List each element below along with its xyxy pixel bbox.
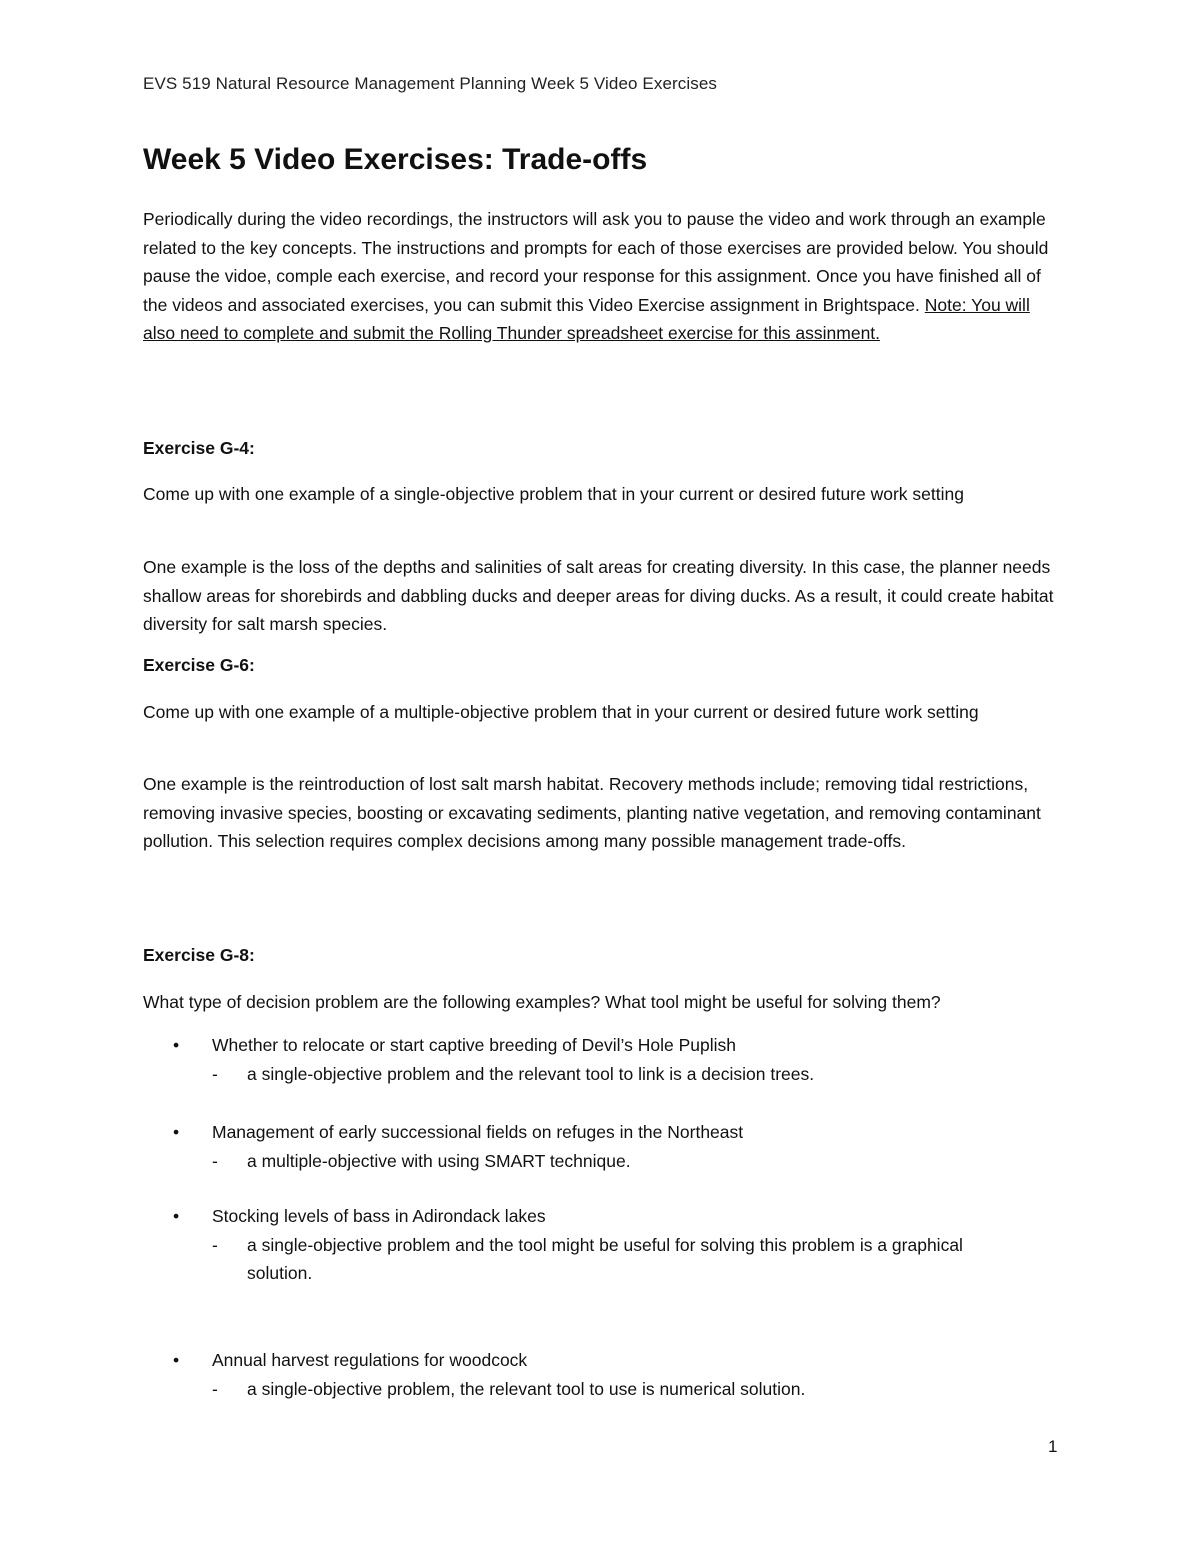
exercise-g4-answer: One example is the loss of the depths and salinities of salt areas for creating diversity. In this case, the planner needs shallow areas for shorebirds and dabbling ducks and deeper areas for diving ducks. As a result, it could create habitat diversity for salt marsh species.: [143, 557, 1054, 635]
exercise-g6-answer: One example is the reintroduction of lost salt marsh habitat. Recovery methods include; removing tidal restrictions, removing invasive species, boosting or excavating sediments, planting native vegetation, and removing contaminant pollution. This selection requires complex decisions among many possible management trade-offs.: [143, 774, 1041, 852]
intro-note: Note: You will also need to complete and submit the Rolling Thunder spreadsheet exercise for this assinment.: [143, 294, 1030, 344]
list-item-answer: a single-objective problem, the relevant tool to use is numerical solution.: [247, 1378, 806, 1399]
exercise-g8-prompt: What type of decision problem are the following examples? What tool might be useful for solving them?: [143, 992, 941, 1012]
dash-icon: -: [212, 1150, 218, 1171]
bullet-icon: •: [173, 1035, 180, 1055]
bullet-icon: •: [173, 1350, 180, 1370]
list-item-answer: a multiple-objective with using SMART technique.: [247, 1150, 631, 1171]
list-item-answer: a single-objective problem and the tool might be useful for solving this problem is a graphical solution.: [247, 1234, 963, 1284]
intro-text: Periodically during the video recordings, the instructors will ask you to pause the video and work through an example related to the key concepts. The instructions and prompts for each of those exercises are provided below. You should pause the vidoe, comple each exercise, and record your response for this assignment. Once you have finished all of the videos and associated exercises, you can submit this Video Exercise assignment in Brightspace.: [143, 209, 1049, 315]
dash-icon: -: [212, 1063, 218, 1084]
exercise-g6-prompt: Come up with one example of a multiple-objective problem that in your current or desired future work setting: [143, 702, 979, 722]
list-item-text: Management of early successional fields on refuges in the Northeast: [212, 1122, 744, 1142]
dash-icon: -: [212, 1234, 218, 1255]
dash-icon: -: [212, 1378, 218, 1399]
exercise-g6-heading: Exercise G-6:: [143, 655, 255, 675]
list-item-text: Annual harvest regulations for woodcock: [212, 1350, 528, 1370]
exercise-g8-heading: Exercise G-8:: [143, 945, 255, 965]
exercise-g4-prompt: Come up with one example of a single-objective problem that in your current or desired future work setting: [143, 484, 964, 504]
page-title: Week 5 Video Exercises: Trade-offs: [143, 143, 648, 176]
list-item-text: Whether to relocate or start captive breeding of Devil’s Hole Puplish: [212, 1035, 736, 1055]
page-number: 1: [1048, 1437, 1058, 1456]
list-item-text: Stocking levels of bass in Adirondack lakes: [212, 1206, 546, 1226]
bullet-icon: •: [173, 1206, 180, 1226]
list-item-answer: a single-objective problem and the relevant tool to link is a decision trees.: [247, 1063, 815, 1084]
bullet-icon: •: [173, 1122, 180, 1142]
intro-paragraph: [143, 205, 1063, 348]
running-header: EVS 519 Natural Resource Management Planning Week 5 Video Exercises: [143, 74, 717, 93]
exercise-g4-heading: Exercise G-4:: [143, 438, 255, 458]
